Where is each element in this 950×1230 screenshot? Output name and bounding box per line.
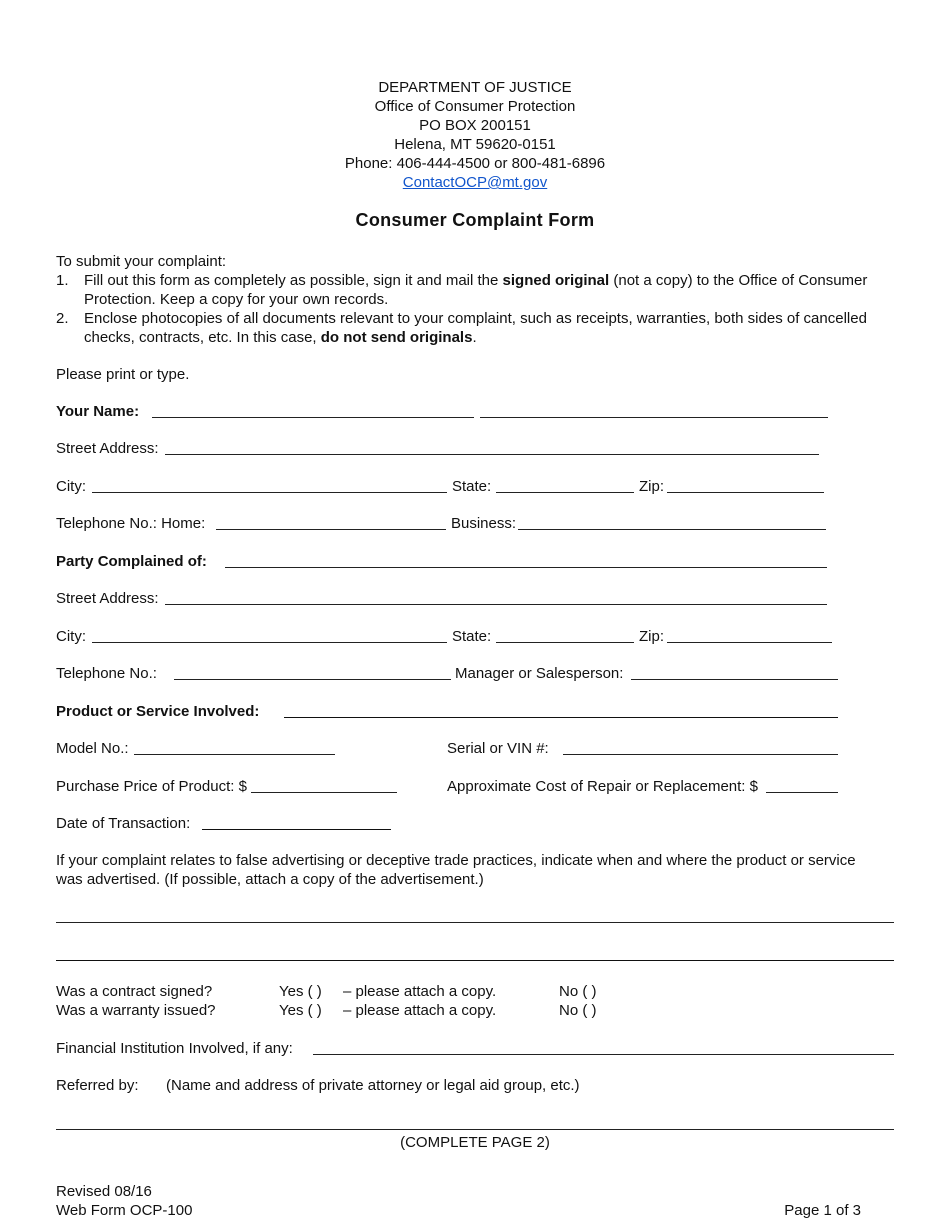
state-field[interactable] — [496, 492, 634, 493]
po-box: PO BOX 200151 — [419, 117, 531, 134]
party-complained-label: Party Complained of: — [56, 553, 207, 570]
zip-field[interactable] — [667, 492, 824, 493]
model-no-label: Model No.: — [56, 740, 129, 757]
party-street-address-label: Street Address: — [56, 590, 159, 607]
instructions-intro: To submit your complaint: — [56, 253, 227, 270]
warranty-no-checkbox[interactable]: No ( ) — [559, 1002, 597, 1019]
phone-numbers: Phone: 406-444-4500 or 800-481-6896 — [344, 155, 606, 172]
warranty-attach-note: – please attach a copy. — [343, 1002, 497, 1019]
party-city-field[interactable] — [92, 642, 447, 643]
your-name-last-field[interactable] — [480, 417, 828, 418]
print-note: Please print or type. — [56, 366, 190, 383]
contract-no-checkbox[interactable]: No ( ) — [559, 983, 597, 1000]
contract-attach-note: – please attach a copy. — [343, 983, 497, 1000]
manager-field[interactable] — [631, 679, 838, 680]
instruction-text: Fill out this form as completely as possible, sign it and mail the — [84, 272, 503, 289]
business-phone-field[interactable] — [518, 529, 826, 530]
party-zip-field[interactable] — [667, 642, 832, 643]
instruction-text: . — [472, 329, 477, 346]
form-id: Web Form OCP-100 — [56, 1202, 193, 1219]
form-title: Consumer Complaint Form — [355, 210, 595, 230]
purchase-price-field[interactable] — [251, 792, 397, 793]
repair-cost-label: Approximate Cost of Repair or Replacement: $ — [447, 778, 758, 795]
telephone-home-label: Telephone No.: Home: — [56, 515, 206, 532]
zip-label: Zip: — [639, 478, 665, 495]
complete-page-note: (COMPLETE PAGE 2) — [400, 1134, 550, 1151]
referred-by-hint: (Name and address of private attorney or legal aid group, etc.) — [166, 1077, 580, 1094]
referred-by-field[interactable] — [56, 1129, 894, 1130]
header-block — [0, 78, 950, 192]
street-address-label: Street Address: — [56, 440, 159, 457]
city-field[interactable] — [92, 492, 447, 493]
office-name: Office of Consumer Protection — [374, 98, 576, 115]
city-state-zip: Helena, MT 59620-0151 — [394, 136, 556, 153]
party-city-label: City: — [56, 628, 86, 645]
state-label: State: — [452, 478, 492, 495]
party-zip-label: Zip: — [639, 628, 665, 645]
serial-vin-label: Serial or VIN #: — [447, 740, 549, 757]
instruction-item-2 — [56, 309, 896, 347]
product-service-field[interactable] — [284, 717, 838, 718]
date-transaction-field[interactable] — [202, 829, 391, 830]
street-address-field[interactable] — [165, 454, 819, 455]
business-phone-label: Business: — [451, 515, 517, 532]
party-telephone-field[interactable] — [174, 679, 451, 680]
city-label: City: — [56, 478, 86, 495]
financial-institution-field[interactable] — [313, 1054, 894, 1055]
financial-institution-label: Financial Institution Involved, if any: — [56, 1040, 293, 1057]
instruction-text: Enclose photocopies of all documents relevant to your complaint, such as receipts, warranties, both sides of cancelled checks, contracts, etc. In this case, — [84, 310, 867, 346]
instruction-emphasis: signed original — [502, 272, 610, 289]
telephone-home-field[interactable] — [216, 529, 446, 530]
party-state-field[interactable] — [496, 642, 634, 643]
instruction-emphasis: do not send originals — [320, 329, 473, 346]
product-service-label: Product or Service Involved: — [56, 703, 260, 720]
manager-label: Manager or Salesperson: — [455, 665, 624, 682]
contract-question: Was a contract signed? — [56, 983, 213, 1000]
referred-by-label: Referred by: — [56, 1077, 139, 1094]
your-name-first-field[interactable] — [152, 417, 474, 418]
advertising-answer-line-1[interactable] — [56, 922, 894, 923]
party-state-label: State: — [452, 628, 492, 645]
instruction-number: 1. — [56, 272, 69, 289]
model-no-field[interactable] — [134, 754, 335, 755]
page-number: Page 1 of 3 — [784, 1202, 861, 1219]
instruction-text: (not a copy) to the Office of Consumer Protection. Keep a copy for your own records. — [84, 272, 868, 308]
party-complained-field[interactable] — [225, 567, 827, 568]
email-link[interactable]: ContactOCP@mt.gov — [402, 174, 548, 191]
instructions-list — [56, 271, 896, 347]
party-street-address-field[interactable] — [165, 604, 827, 605]
serial-vin-field[interactable] — [563, 754, 838, 755]
date-transaction-label: Date of Transaction: — [56, 815, 191, 832]
your-name-label: Your Name: — [56, 403, 140, 420]
instruction-item-1 — [56, 271, 896, 309]
warranty-yes-checkbox[interactable]: Yes ( ) — [279, 1002, 322, 1019]
party-telephone-label: Telephone No.: — [56, 665, 157, 682]
revised-date: Revised 08/16 — [56, 1183, 152, 1200]
department-name: DEPARTMENT OF JUSTICE — [378, 79, 572, 96]
advertising-answer-line-2[interactable] — [56, 960, 894, 961]
warranty-question: Was a warranty issued? — [56, 1002, 216, 1019]
advertising-text-line-1: If your complaint relates to false advertising or deceptive trade practices, indicate when and where the product or service — [56, 852, 856, 869]
repair-cost-field[interactable] — [766, 792, 838, 793]
contract-yes-checkbox[interactable]: Yes ( ) — [279, 983, 322, 1000]
advertising-text-line-2: was advertised. (If possible, attach a copy of the advertisement.) — [56, 871, 484, 888]
instruction-number: 2. — [56, 310, 69, 327]
purchase-price-label: Purchase Price of Product: $ — [56, 778, 247, 795]
